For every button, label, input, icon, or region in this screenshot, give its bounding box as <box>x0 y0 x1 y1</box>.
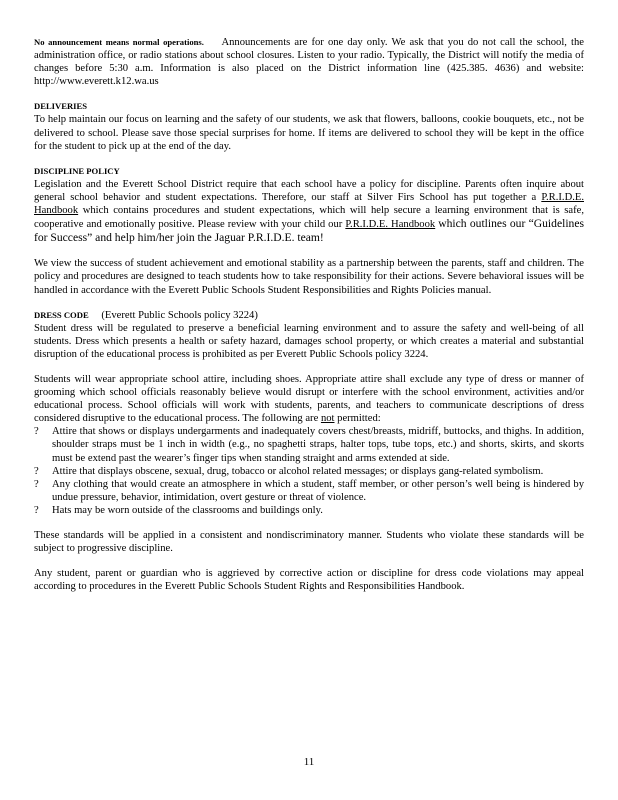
discipline-text-c: which outlines our “Guidelines for Success” and help him/her join the Jaguar P.R.I.D.E. team! <box>34 217 584 245</box>
discipline-text-a: Legislation and the Everett School District require that each school have a policy for discipline. Parents often inquire about general school behavior and student expectations. Therefore, our staff at Silver Firs School has put together a <box>34 178 584 203</box>
rule-text: Any clothing that would create an atmosphere in which a student, staff member, or other person’s well being is hindered by undue pressure, behavior, intimidation, overt gesture or threat of violence. <box>52 478 584 503</box>
dress-code-subheading: (Everett Public Schools policy 3224) <box>101 309 258 321</box>
dress-code-text-3: These standards will be applied in a consistent and nondiscriminatory manner. Students who violate these standards will be subject to progressive discipline. <box>34 530 584 555</box>
pride-handbook-link-1[interactable]: P.R.I.D.E. Handbook <box>34 191 584 217</box>
dress-code-paragraph-2 <box>34 373 584 425</box>
deliveries-heading <box>34 100 584 113</box>
announcements-heading: No announcement means normal operations. <box>34 37 204 47</box>
dress-code-heading-text: DRESS CODE <box>34 309 89 320</box>
bullet-symbol: ? <box>34 478 39 490</box>
discipline-paragraph-1 <box>34 178 584 245</box>
bullet-symbol: ? <box>34 426 39 438</box>
rule-text: Attire that displays obscene, sexual, drug, tobacco or alcohol related messages; or displays gang-related symbolism. <box>52 465 544 477</box>
discipline-heading <box>34 165 584 178</box>
dress-code-heading <box>34 309 584 322</box>
list-item <box>34 478 584 504</box>
discipline-paragraph-2: We view the success of student achievement and emotional stability as a partnership between the parents, staff and children. The policy and procedures are designed to teach students how to take responsibility for their actions. Severe behavioral issues will be handled in accordance with the Everett Public Schools Student Responsibilities and Rights Policies manual. <box>34 258 584 296</box>
not-word: not <box>320 413 335 425</box>
dress-code-text-4: Any student, parent or guardian who is aggrieved by corrective action or discipline for dress code violations may appeal according to procedures in the Everett Public Schools Student Rights and Responsibilities Handbook. <box>34 568 584 593</box>
pride-handbook-link-2[interactable]: P.R.I.D.E. Handbook <box>345 219 436 231</box>
bullet-symbol: ? <box>34 504 39 516</box>
dress-code-text-2b: permitted: <box>337 413 381 425</box>
discipline-heading-text: DISCIPLINE POLICY <box>34 165 120 176</box>
deliveries-text: To help maintain our focus on learning and the safety of our students, we ask that flowers, balloons, cookie bouquets, etc., not be delivered to school. Please save those special surprises for home. If items are delivered to school they will be kept in the office for the student to pick up at the end of the day. <box>34 114 584 152</box>
rule-text: Attire that shows or displays undergarments and inadequately covers chest/breasts, midriff, buttocks, and thighs. In addition, shoulder straps must be 1 inch in width (e.g., no spaghetti straps, halter tops, tube tops, etc.) and shorts, skirts, and skorts must be extend past the wearer’s finger tips when standing straight and arms extended at side. <box>52 426 584 464</box>
dress-code-text-2a: Students will wear appropriate school attire, including shoes. Appropriate attire shall exclude any type of dress or manner of grooming which school officials reasonably believe would disrupt or interfere with the school environment, activities and/or educational process. School officials will work with students, parents, and teachers to communicate descriptions of dress considered disruptive to the educational process. The following are <box>34 373 584 425</box>
list-item <box>34 504 584 517</box>
dress-code-text-1: Student dress will be regulated to preserve a beneficial learning environment and to assure the safety and well-being of all students. Dress which presents a health or safety hazard, damages school property, or which creates a material and substantial disruption of the educational process is prohibited as per Everett Public Schools policy 3224. <box>34 322 584 360</box>
discipline-text-b: which contains procedures and student expectations, which will help secure a learning environment that is safe, cooperative and emotionally positive. Please review with your child our <box>34 205 584 231</box>
announcements-text: Announcements are for one day only. We ask that you do not call the school, the administration office, or radio stations about school closures. Listen to your radio. Typically, the District will notify the media of changes before 5:30 a.m. Information is also placed on the District information line (425.385. 4636) and website: http://www.everett.k12.wa.us <box>34 37 584 88</box>
announcements-paragraph <box>34 36 584 88</box>
list-item <box>34 425 584 464</box>
dress-code-rules-list <box>34 425 584 517</box>
bullet-symbol: ? <box>34 465 39 477</box>
document-page <box>34 36 584 593</box>
list-item <box>34 465 584 478</box>
rule-text: Hats may be worn outside of the classrooms and buildings only. <box>52 504 323 516</box>
page-number: 11 <box>303 756 315 768</box>
deliveries-heading-text: DELIVERIES <box>34 101 88 112</box>
